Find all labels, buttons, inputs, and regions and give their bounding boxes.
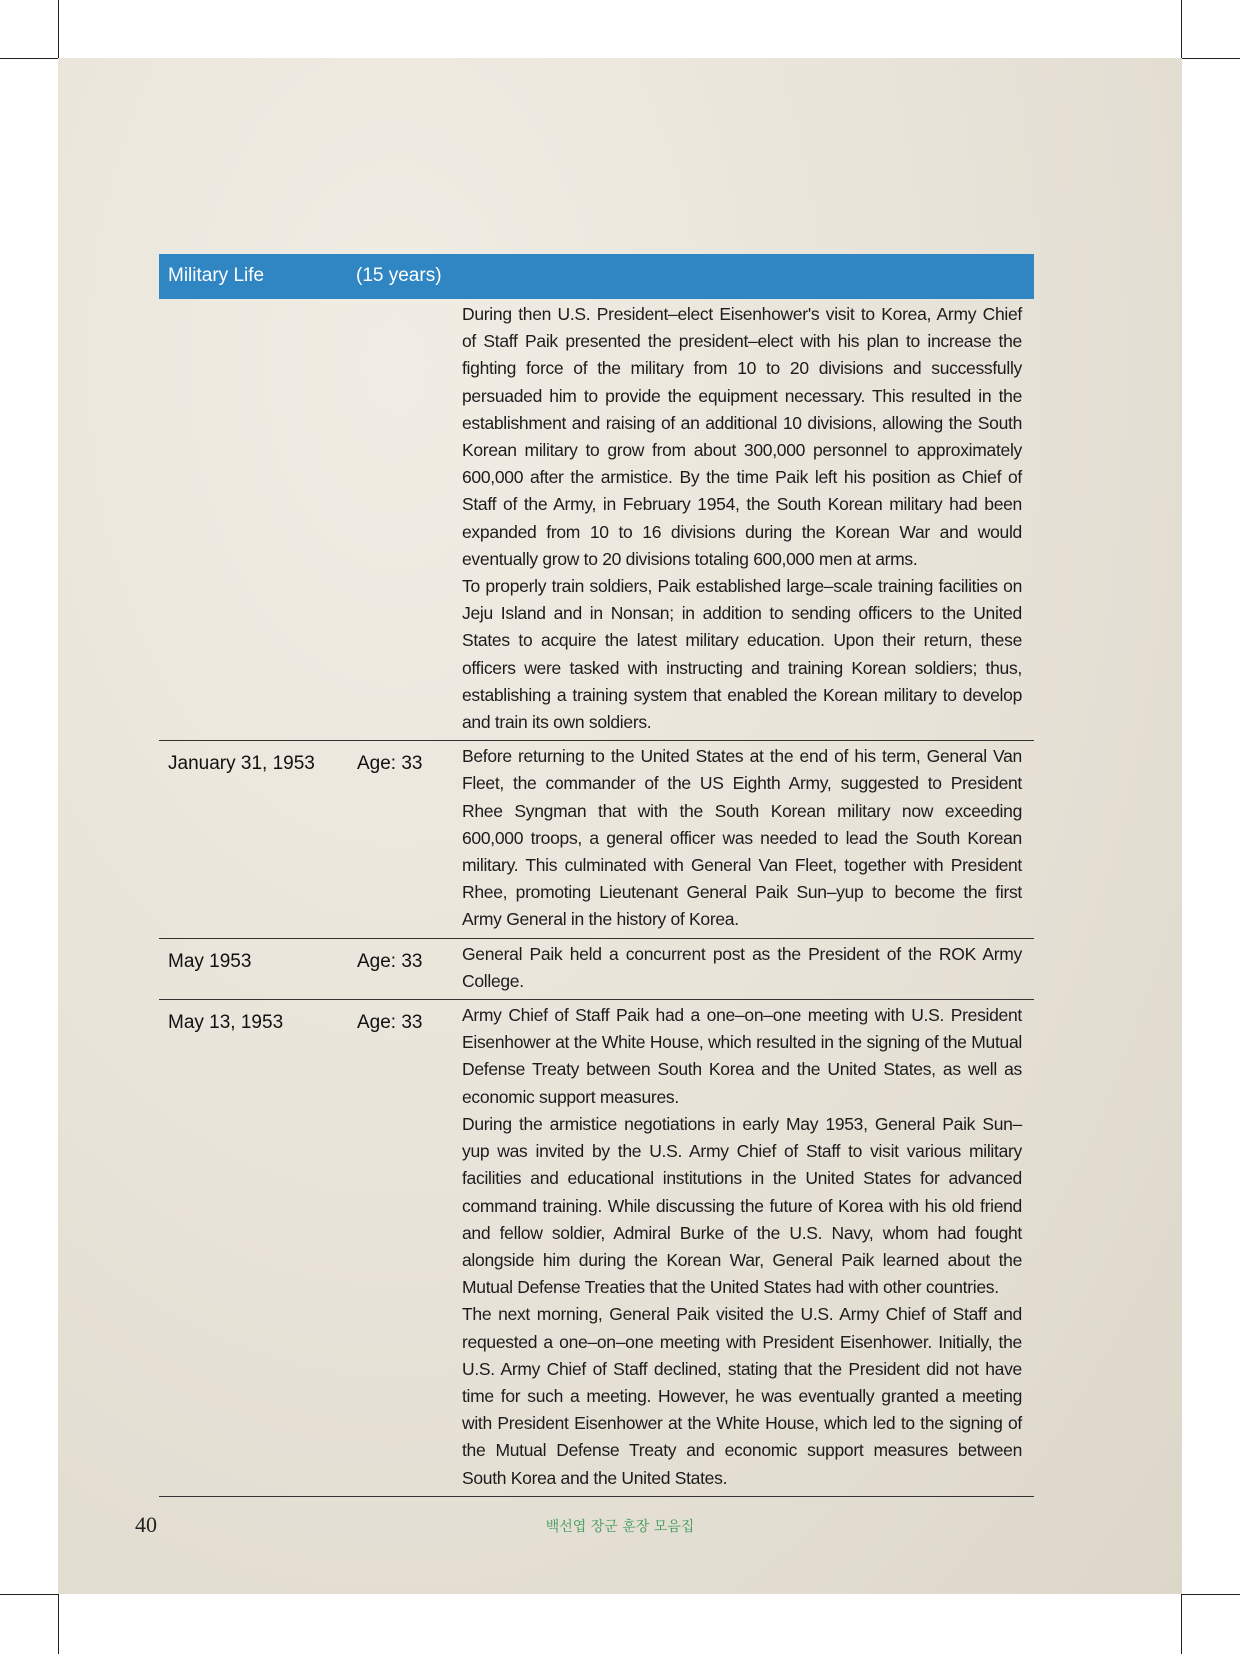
table-row [159,299,1034,741]
crop-mark-bottom-left-v [58,1594,59,1654]
row-age: Age: 33 [357,1012,423,1034]
row-description [462,299,1022,740]
paragraph: During the armistice negotiations in early May 1953, General Paik Sun–yup was invited by the U.S. Army Chief of Staff to visit various military facilities and educational institutions in the United States for advanced command training. While discussing the future of Korea with his old friend and fellow soldier, Admiral Burke of the U.S. Navy, whom had fought alongside him during the Korean War, General Paik learned about the Mutual Defense Treaties that the United States had with other countries. [462,1113,1022,1298]
paragraph: Army Chief of Staff Paik had a one–on–one meeting with U.S. President Eisenhower at the White House, which resulted in the signing of the Mutual Defense Treaty between South Korea and the United States, as well as economic support measures. [462,1005,1022,1107]
paragraph: General Paik held a concurrent post as the President of the ROK Army College. [462,943,1022,991]
crop-mark-top-left-h [0,58,58,59]
paragraph: Before returning to the United States at the end of his term, General Van Fleet, the commander of the US Eighth Army, suggested to President Rhee Syngman that with the South Korean military now exceeding 600,000 troops, a general officer was needed to lead the South Korean military. This culminated with General Van Fleet, together with President Rhee, promoting Lieutenant General Paik Sun–yup to become the first Army General in the history of Korea. [462,746,1022,930]
row-date: May 13, 1953 [168,1012,284,1034]
table-row [159,939,1034,1000]
row-description [462,741,1022,937]
table-header [159,254,1034,299]
table-row [159,741,1034,938]
row-description [462,1000,1022,1496]
timeline-table [159,254,1034,1497]
crop-mark-bottom-right-v [1181,1594,1182,1654]
page-number: 40 [135,1512,157,1537]
book-title: 백선엽 장군 훈장 모음집 [545,1519,695,1535]
paragraph: To properly train soldiers, Paik established large–scale training facilities on Jeju Island and in Nonsan; in addition to sending officers to the United States to acquire the latest military education. Upon their return, these officers were tasked with instructing and training Korean soldiers; thus, establishing a training system that enabled the Korean military to develop and train its own soldiers. [462,576,1022,733]
crop-mark-bottom-right-h [1182,1594,1240,1595]
row-date: January 31, 1953 [168,753,315,775]
crop-mark-top-right-h [1182,58,1240,59]
section-duration: (15 years) [356,265,442,286]
crop-mark-bottom-left-h [0,1594,58,1595]
table-row [159,1000,1034,1497]
crop-mark-top-right-v [1181,0,1182,58]
row-date [159,299,357,740]
row-age: Age: 33 [357,950,423,972]
row-date: May 1953 [168,950,252,972]
row-age [357,299,462,740]
crop-mark-top-left-v [58,0,59,58]
section-title: Military Life [168,265,265,286]
paragraph: The next morning, General Paik visited the U.S. Army Chief of Staff and requested a one–on–one meeting with President Eisenhower. Initially, the U.S. Army Chief of Staff declined, stating that the President did not have time for such a meeting. However, he was eventually granted a meeting with President Eisenhower at the White House, which led to the signing of the Mutual Defense Treaty and economic support measures between South Korea and the United States. [462,1304,1022,1488]
row-description [462,939,1022,999]
paragraph: During then U.S. President–elect Eisenhower's visit to Korea, Army Chief of Staff Paik presented the president–elect with his plan to increase the fighting force of the military from 10 to 20 divisions and successfully persuaded him to provide the equipment necessary. This resulted in the establishment and raising of an additional 10 divisions, allowing the South Korean military to grow from about 300,000 personnel to approximately 600,000 after the armistice. By the time Paik left his position as Chief of Staff of the Army, in February 1954, the South Korean military had been expanded from 10 to 16 divisions during the Korean War and would eventually grow to 20 divisions totaling 600,000 men at arms. [462,304,1022,569]
row-age: Age: 33 [357,753,423,775]
